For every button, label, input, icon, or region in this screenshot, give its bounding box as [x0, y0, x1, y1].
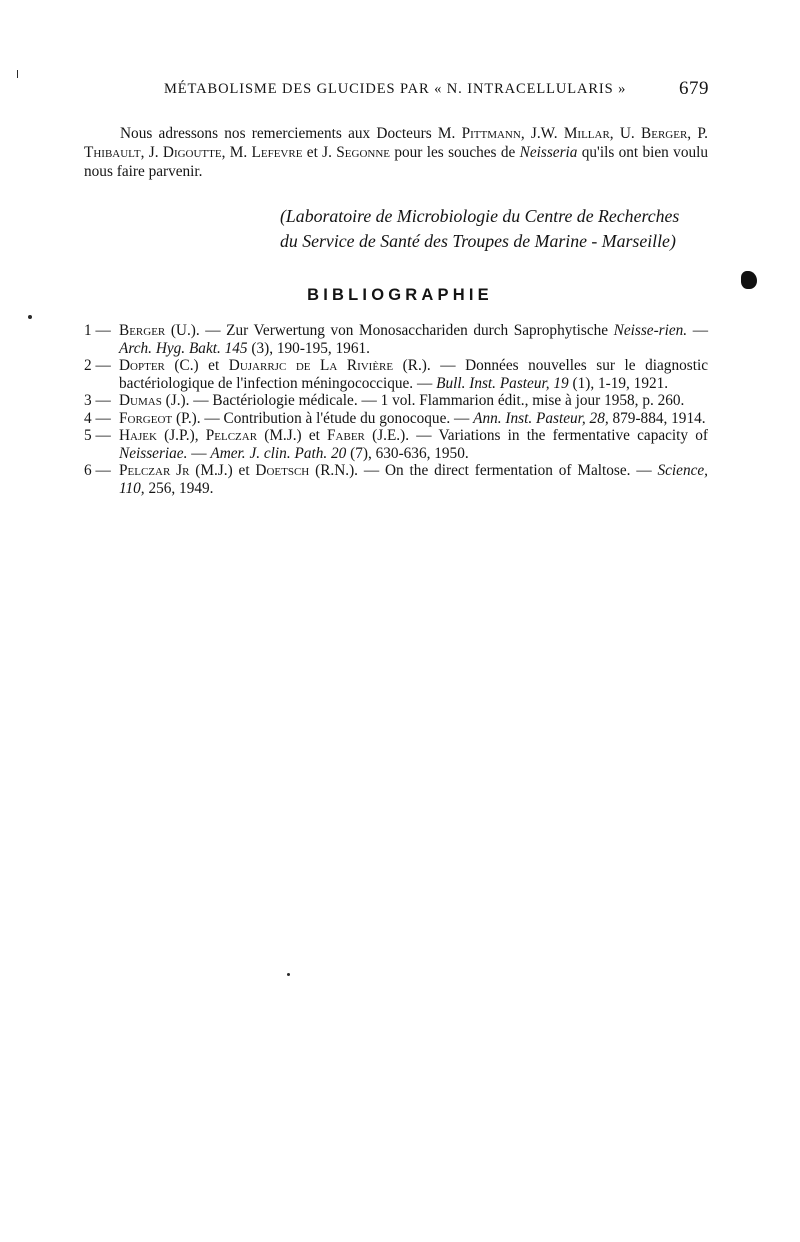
reference-number: 5 — [84, 427, 111, 444]
reference-number: 6 — [84, 462, 111, 479]
reference-number: 1 — [84, 322, 111, 339]
acknowledgment-text [84, 124, 708, 181]
text-run: , M. [221, 144, 252, 161]
italic-text: Bull. Inst. Pasteur, 19 [436, 374, 569, 392]
text-run: (M.J.) et [257, 427, 328, 444]
text-run: (R.). — Données nouvelles sur le diagnostic bactériologique de l'infection méningococcique. — [119, 357, 708, 392]
bibliography-heading: BIBLIOGRAPHIE [307, 286, 493, 304]
text-run: (J.). — Bactériologie médicale. — 1 vol. Flammarion édit., mise à jour 1958, p. 260. [161, 392, 685, 409]
author-name: Lefevre [251, 144, 303, 161]
page-number: 679 [679, 78, 709, 99]
text-run: , U. [609, 125, 642, 142]
author-name: Millar [563, 125, 610, 142]
text-run: , J. [140, 144, 163, 161]
author-name: Dujarrjc de La Rivière [228, 357, 394, 374]
ink-speck [28, 315, 32, 319]
reference-text [119, 462, 708, 497]
italic-text: Neisseriae. [119, 444, 188, 462]
italic-text: Ann. Inst. Pasteur, 28, [473, 409, 609, 427]
italic-text: Science, 110, [119, 462, 708, 497]
affiliation-line-2: du Service de Santé des Troupes de Marine - Marseille) [280, 231, 676, 251]
affiliation [280, 204, 720, 254]
text-run: 256, 1949. [144, 479, 214, 497]
text-run: (M.J.) et [189, 462, 256, 479]
author-name: Doetsch [255, 462, 310, 479]
ink-speck [17, 70, 18, 78]
text-run: (U.). — Zur Verwertung von Monosacchariden durch Saprophytische [165, 322, 614, 339]
text-run: (R.N.). — On the direct fermentation of Maltose. — [309, 462, 658, 479]
text-run: — [687, 322, 708, 339]
reference-text [119, 427, 708, 462]
reference-number: 4 — [84, 409, 111, 427]
author-name: Forgeot [119, 409, 173, 427]
reference-number: 3 — [84, 392, 111, 409]
text-run: qu'ils ont bien voulu nous faire parvenir. [84, 144, 709, 180]
text-run: — [187, 444, 211, 462]
reference-item [84, 410, 708, 428]
italic-text: Arch. Hyg. Bakt. 145 [119, 339, 248, 357]
reference-item [84, 462, 708, 497]
text-run: (C.) et [164, 357, 229, 374]
running-head [84, 78, 709, 104]
reference-text [119, 392, 684, 409]
text-run: , P. [687, 125, 708, 142]
author-name: Hajek [119, 427, 157, 444]
text-run: Nous adressons nos remerciements aux Docteurs M. [120, 125, 462, 142]
text-run: 879-884, 1914. [608, 409, 706, 427]
reference-text [119, 357, 708, 392]
author-name: Dopter [119, 357, 165, 374]
author-name: Thibault [84, 144, 141, 161]
reference-item [84, 392, 708, 410]
reference-text [119, 322, 708, 357]
text-run: (P.). — Contribution à l'étude du gonocoque. — [172, 409, 474, 427]
author-name: Berger [119, 322, 166, 339]
text-run: et J. [302, 144, 337, 161]
text-run: (J.P.), [156, 427, 206, 444]
reference-item [84, 427, 708, 462]
italic-text: Neisseria [519, 144, 578, 161]
text-run: (1), 1-19, 1921. [568, 374, 669, 392]
author-name: Pelczar Jr [119, 462, 190, 479]
running-title: MÉTABOLISME DES GLUCIDES PAR « N. INTRACELLULARIS » [164, 81, 627, 97]
reference-item [84, 322, 708, 357]
reference-list [84, 322, 708, 497]
author-name: Digoutte [162, 144, 222, 161]
author-name: Faber [327, 427, 365, 444]
text-run: , J.W. [520, 125, 564, 142]
text-run: (3), 190-195, 1961. [247, 339, 370, 357]
author-name: Pelczar [205, 427, 258, 444]
text-run: pour les souches de [390, 144, 520, 161]
ink-blot [741, 271, 757, 289]
reference-number: 2 — [84, 357, 111, 374]
text-run: (7), 630-636, 1950. [346, 444, 469, 462]
author-name: Dumas [119, 392, 162, 409]
italic-text: Amer. J. clin. Path. 20 [210, 444, 347, 462]
author-name: Berger [641, 125, 688, 142]
acknowledgment-paragraph [84, 124, 708, 181]
affiliation-line-1: (Laboratoire de Microbiologie du Centre de Recherches [280, 206, 680, 226]
ink-speck [287, 973, 290, 976]
author-name: Segonne [336, 144, 391, 161]
reference-text [119, 410, 706, 427]
author-name: Pittmann [461, 125, 521, 142]
reference-item [84, 357, 708, 392]
text-run: (J.E.). — Variations in the fermentative capacity of [364, 427, 708, 444]
italic-text: Neisse-rien. [613, 322, 688, 339]
